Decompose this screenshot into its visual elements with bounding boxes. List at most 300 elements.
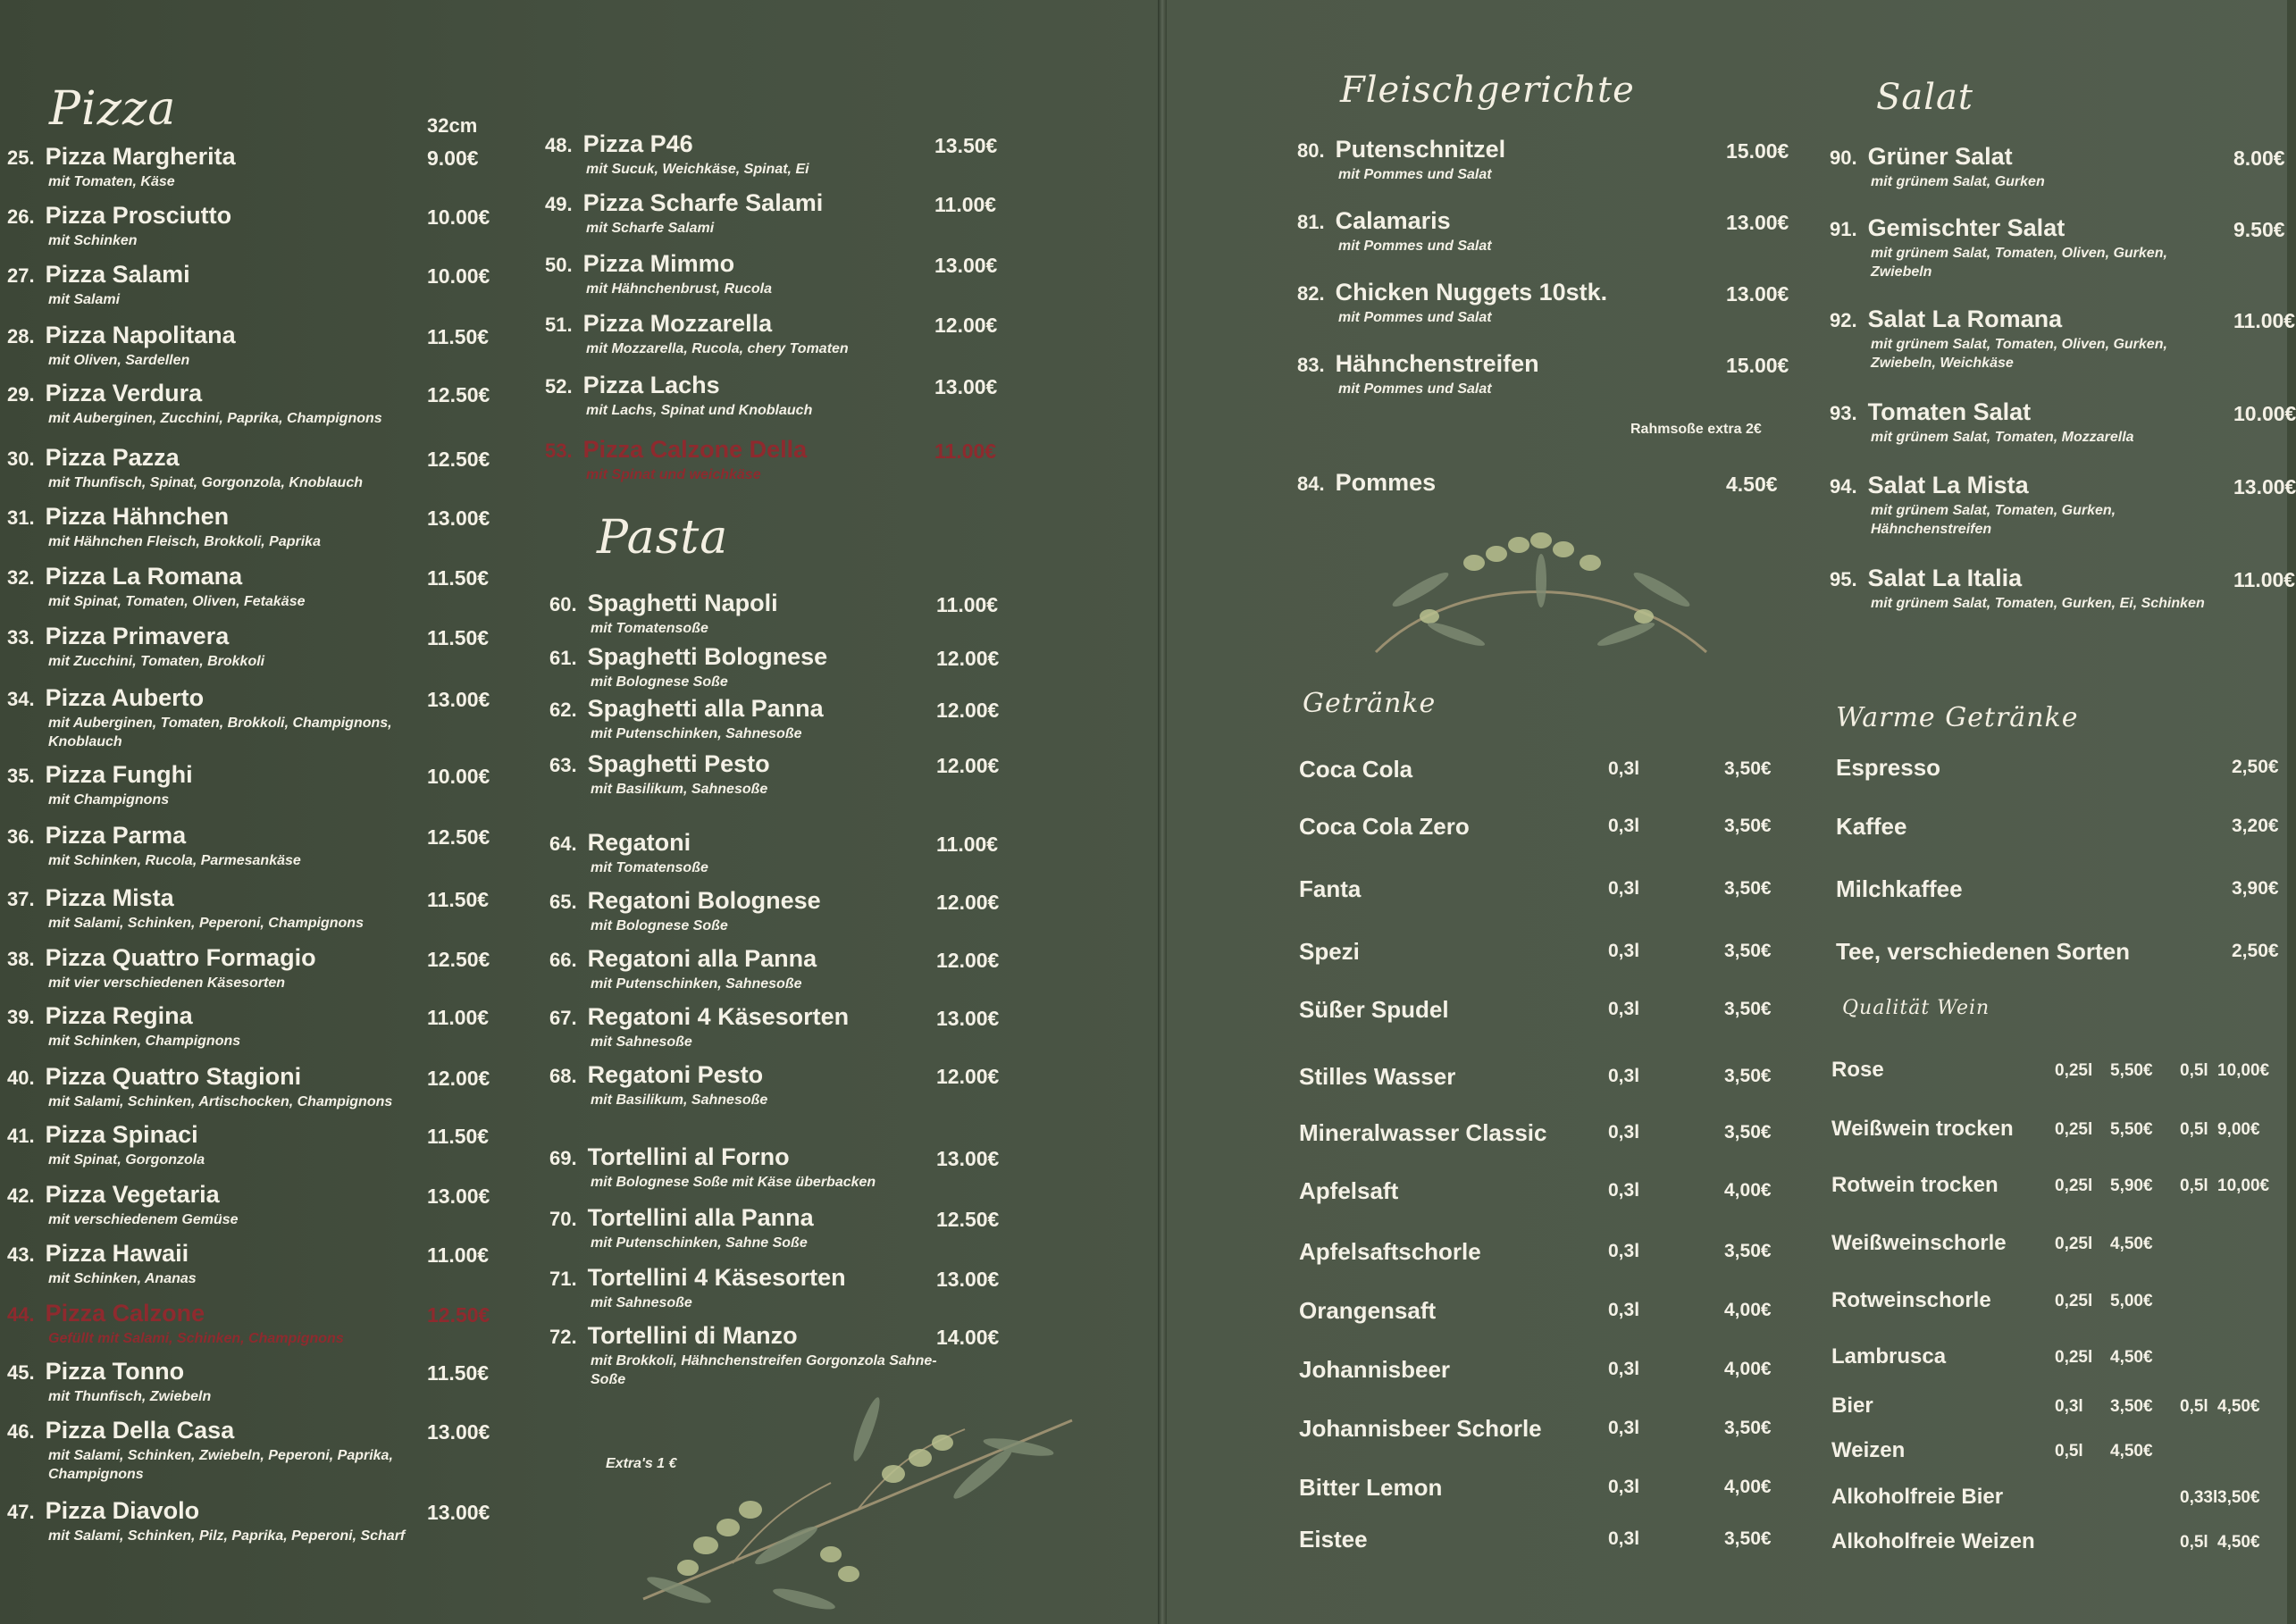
wein-item-name: Alkoholfreie Weizen — [1831, 1529, 2035, 1553]
wein-item-name: Weißweinschorle — [1831, 1231, 2007, 1255]
pizza2-item-description: mit Sucuk, Weichkäse, Spinat, Ei — [586, 162, 809, 177]
pizza2-item-number: 50. — [545, 254, 573, 276]
wein-item-price-1: 4,50€ — [2110, 1235, 2153, 1253]
pizza2-item-description: mit Hähnchenbrust, Rucola — [586, 281, 773, 297]
pasta-item — [549, 945, 817, 993]
pizza2-item-title: Pizza Mozzarella — [582, 310, 773, 337]
pizza-item-description: mit Thunfisch, Zwiebeln — [48, 1389, 212, 1404]
getraenke-item-volume: 0,3l — [1608, 816, 1640, 836]
pizza-item-price: 10.00€ — [427, 205, 490, 229]
wein-item-price-2: 3,50€ — [2217, 1488, 2260, 1507]
getraenke-item-price: 4,00€ — [1724, 1300, 1772, 1320]
rahmsosse-note: Rahmsoße extra 2€ — [1630, 422, 1762, 437]
pasta-item — [549, 1003, 849, 1051]
pizza-item-number: 29. — [7, 383, 35, 406]
salat-item-number: 94. — [1830, 475, 1857, 498]
pizza2-item — [545, 310, 849, 358]
pizza-item-price: 13.00€ — [427, 1420, 490, 1444]
pizza-item-name — [7, 761, 193, 789]
pizza-item-number: 31. — [7, 506, 35, 529]
getraenke-item-price: 3,50€ — [1724, 758, 1772, 779]
salat-item — [1830, 143, 2045, 191]
fleisch-item-title: Putenschnitzel — [1335, 136, 1506, 163]
pasta-item-name — [549, 1061, 767, 1089]
pizza-item-number: 41. — [7, 1125, 35, 1147]
getraenke-item-price: 4,00€ — [1724, 1180, 1772, 1201]
getraenke-item-volume: 0,3l — [1608, 878, 1640, 899]
pasta-item-name — [549, 1264, 846, 1292]
wein-item-volume-1: 0,25l — [2055, 1061, 2093, 1080]
pizza-item-name — [7, 1002, 240, 1030]
pasta-item — [549, 750, 770, 799]
pasta-item — [549, 695, 824, 743]
wein-item-price-1: 5,90€ — [2110, 1176, 2153, 1195]
salat-item — [1830, 472, 2210, 539]
pizza-item-name — [7, 202, 231, 230]
pizza-item-name — [7, 1240, 197, 1268]
pizza-item-description: Gefüllt mit Salami, Schinken, Champignons — [48, 1331, 344, 1346]
pasta-item-price: 12.00€ — [936, 699, 1000, 722]
salat-item-name — [1830, 398, 2134, 426]
pizza-item-title: Pizza Primavera — [45, 623, 230, 649]
pizza-item-title: Pizza Hähnchen — [45, 503, 230, 530]
pizza-item-name — [7, 1300, 344, 1327]
pasta-item-number: 70. — [549, 1208, 577, 1230]
pizza-item-description: mit Salami, Schinken, Pilz, Paprika, Peperoni, Scharf — [48, 1528, 406, 1544]
pizza-item-title: Pizza Verdura — [45, 380, 203, 406]
pizza-item-name — [7, 623, 264, 650]
pasta-item-description: mit Tomatensoße — [591, 621, 708, 636]
pasta-item-name — [549, 1003, 849, 1031]
pizza-item — [7, 202, 231, 250]
salat-item-price: 11.00€ — [2233, 568, 2296, 591]
pizza-item-title: Pizza Spinaci — [45, 1121, 198, 1148]
pizza-item-price: 13.00€ — [427, 506, 490, 530]
pizza-item-price: 9.00€ — [427, 146, 479, 170]
salat-item-name — [1830, 306, 2210, 333]
wein-item-name: Rotweinschorle — [1831, 1288, 1991, 1312]
pizza-item-number: 35. — [7, 765, 35, 787]
pasta-item-description: mit Sahnesoße — [591, 1295, 692, 1310]
salat-item-description: mit grünem Salat, Tomaten, Mozzarella — [1871, 430, 2134, 445]
pizza-item-number: 42. — [7, 1185, 35, 1207]
pasta-item-description: mit Putenschinken, Sahne Soße — [591, 1235, 808, 1251]
salat-item-title: Grüner Salat — [1867, 143, 2013, 170]
wein-item-name: Weizen — [1831, 1438, 1906, 1462]
warme-item-name: Kaffee — [1836, 813, 1907, 840]
pizza-item-price: 12.50€ — [427, 383, 490, 406]
pizza-item — [7, 563, 305, 611]
pizza-item-price: 11.50€ — [427, 888, 490, 911]
pizza2-item-name — [545, 372, 812, 399]
pizza-item-name — [7, 1121, 205, 1149]
pasta-item-price: 12.00€ — [936, 891, 1000, 914]
warme-item-price: 3,20€ — [2232, 816, 2279, 836]
pizza-item-description: mit Spinat, Tomaten, Oliven, Fetakäse — [48, 594, 306, 609]
getraenke-item-price: 4,00€ — [1724, 1477, 1772, 1497]
pasta-item-price: 11.00€ — [936, 593, 999, 616]
pizza-item-name — [7, 944, 316, 972]
fleisch-item-title: Calamaris — [1335, 207, 1451, 234]
pasta-item-number: 71. — [549, 1268, 577, 1290]
wein-item-name: Alkoholfreie Bier — [1831, 1485, 2004, 1509]
pizza-item-price: 13.00€ — [427, 1185, 490, 1208]
pizza-item-number: 39. — [7, 1006, 35, 1028]
pasta-item — [549, 829, 708, 877]
pizza-item-description: mit vier verschiedenen Käsesorten — [48, 975, 286, 991]
salat-item-description: mit grünem Salat, Tomaten, Oliven, Gurken, Zwiebeln — [1871, 246, 2167, 280]
pasta-item-number: 66. — [549, 949, 577, 971]
pizza-item-name — [7, 563, 305, 590]
warme-item-price: 3,90€ — [2232, 878, 2279, 899]
pizza2-item-title: Pizza Calzone Della — [582, 436, 808, 463]
getraenke-item-name: Stilles Wasser — [1299, 1063, 1456, 1090]
heading-qualitaet-wein: Qualität Wein — [1842, 997, 1990, 1019]
pizza-item-number: 37. — [7, 888, 35, 910]
pasta-item-title: Regatoni 4 Käsesorten — [587, 1003, 850, 1030]
wein-item-volume-1: 0,25l — [2055, 1120, 2093, 1139]
fleisch-item-name — [1297, 350, 1539, 378]
pasta-item-title: Regatoni alla Panna — [587, 945, 817, 972]
getraenke-item-name: Bitter Lemon — [1299, 1474, 1443, 1501]
wein-item-price-2: 9,00€ — [2217, 1120, 2260, 1139]
pizza-item — [7, 944, 316, 992]
pizza2-item-description: mit Lachs, Spinat und Knoblauch — [586, 403, 813, 418]
pasta-item-price: 13.00€ — [936, 1147, 1000, 1170]
salat-item-number: 93. — [1830, 402, 1857, 424]
fleisch-item-price: 15.00€ — [1726, 139, 1789, 163]
pizza2-item-description: mit Spinat und weichkäse — [586, 467, 761, 482]
heading-warme-getraenke: Warme Getränke — [1836, 702, 2079, 733]
pizza2-item-title: Pizza Scharfe Salami — [582, 189, 824, 216]
getraenke-item-price: 3,50€ — [1724, 1241, 1772, 1261]
pizza2-item-description: mit Scharfe Salami — [586, 221, 715, 236]
fleisch-item-description: mit Pommes und Salat — [1338, 381, 1492, 397]
pizza-item-description: mit Schinken, Champignons — [48, 1034, 241, 1049]
wein-item-name: Weißwein trocken — [1831, 1117, 2014, 1141]
pizza-item-price: 13.00€ — [427, 1501, 490, 1524]
pizza-item-description: mit Schinken, Rucola, Parmesankäse — [48, 853, 301, 868]
wein-item-volume-2: 0,5l — [2180, 1176, 2208, 1195]
fleisch-item-name — [1297, 279, 1607, 306]
heading-fleischgerichte: Fleischgerichte — [1340, 70, 1635, 111]
pizza-item-description: mit Auberginen, Zucchini, Paprika, Champignons — [48, 411, 382, 426]
fleisch-item-description: mit Pommes und Salat — [1338, 167, 1492, 182]
pizza-item-price: 13.00€ — [427, 688, 490, 711]
pasta-item — [549, 1204, 814, 1252]
pizza-item-description: mit Hähnchen Fleisch, Brokkoli, Paprika — [48, 534, 321, 549]
pasta-item — [549, 1264, 846, 1312]
pizza-item-number: 47. — [7, 1501, 35, 1523]
wein-item-volume-2: 0,33l — [2180, 1488, 2218, 1507]
salat-item-number: 91. — [1830, 218, 1857, 240]
pizza-item-name — [7, 1181, 239, 1209]
pizza-item — [7, 1063, 392, 1111]
getraenke-item-volume: 0,3l — [1608, 1418, 1640, 1438]
pizza-item-number: 26. — [7, 205, 35, 228]
pizza-item — [7, 684, 423, 751]
getraenke-item-name: Süßer Spudel — [1299, 996, 1449, 1023]
pizza-item-name — [7, 1358, 211, 1385]
fleisch-item-price: 13.00€ — [1726, 211, 1789, 234]
pizza-item — [7, 322, 236, 370]
getraenke-item-price: 3,50€ — [1724, 1122, 1772, 1143]
pasta-item-title: Spaghetti Bolognese — [587, 643, 828, 670]
pizza-item-description: mit Oliven, Sardellen — [48, 353, 190, 368]
getraenke-item-price: 3,50€ — [1724, 1066, 1772, 1086]
pasta-item — [549, 643, 827, 691]
pizza2-item-number: 49. — [545, 193, 573, 215]
getraenke-item-name: Spezi — [1299, 938, 1360, 965]
pasta-item-name — [549, 945, 817, 973]
pasta-item-title: Spaghetti alla Panna — [587, 695, 824, 722]
wein-item-price-1: 4,50€ — [2110, 1442, 2153, 1461]
wein-item-name: Bier — [1831, 1394, 1873, 1418]
pasta-item-title: Spaghetti Napoli — [587, 590, 778, 616]
pizza-item-name — [7, 322, 236, 349]
pasta-item-name — [549, 695, 824, 723]
warme-item-price: 2,50€ — [2232, 757, 2279, 777]
pasta-item-description: mit Bolognese Soße — [591, 918, 728, 933]
getraenke-item-name: Coca Cola — [1299, 756, 1413, 783]
pasta-item-title: Spaghetti Pesto — [587, 750, 770, 777]
fleisch-item-name — [1297, 469, 1436, 497]
pizza-item-number: 38. — [7, 948, 35, 970]
pizza-item — [7, 1300, 344, 1348]
pizza-item-description: mit Champignons — [48, 792, 170, 808]
pizza-item — [7, 1002, 240, 1051]
pizza-item-number: 28. — [7, 325, 35, 347]
pasta-item-number: 65. — [549, 891, 577, 913]
fleisch-item-name — [1297, 136, 1505, 163]
pizza-item-title: Pizza Funghi — [45, 761, 193, 788]
pasta-item-title: Tortellini di Manzo — [587, 1322, 798, 1349]
getraenke-item-name: Apfelsaft — [1299, 1177, 1399, 1204]
fleisch-item-price: 4.50€ — [1726, 473, 1778, 496]
wein-item-price-1: 5,00€ — [2110, 1292, 2153, 1310]
pizza-item-name — [7, 261, 190, 289]
pizza2-item — [545, 250, 772, 298]
wein-item-name: Lambrusca — [1831, 1344, 1947, 1369]
pasta-item-number: 62. — [549, 699, 577, 721]
wein-item-volume-1: 0,25l — [2055, 1176, 2093, 1195]
pizza-item-number: 44. — [7, 1303, 35, 1326]
fleisch-item-name — [1297, 207, 1492, 235]
heading-getraenke: Getränke — [1303, 688, 1437, 719]
pizza-item-title: Pizza Salami — [45, 261, 190, 288]
pizza2-item-name — [545, 189, 823, 217]
pizza-item-description: mit Tomaten, Käse — [48, 174, 175, 189]
getraenke-item-price: 3,50€ — [1724, 1418, 1772, 1438]
pizza-item — [7, 1121, 205, 1169]
warme-item-name: Espresso — [1836, 754, 1941, 781]
salat-item-title: Tomaten Salat — [1867, 398, 2032, 425]
pizza-item — [7, 623, 264, 671]
pasta-item-name — [549, 750, 770, 778]
getraenke-item-volume: 0,3l — [1608, 1359, 1640, 1379]
pizza2-item-price: 11.00€ — [934, 193, 997, 216]
pizza2-item-number: 53. — [545, 439, 573, 462]
getraenke-item-name: Coca Cola Zero — [1299, 813, 1470, 840]
pizza-item-title: Pizza Mista — [45, 884, 174, 911]
pizza-item-title: Pizza Quattro Stagioni — [45, 1063, 302, 1090]
pizza2-item-price: 13.00€ — [934, 375, 998, 398]
pizza-item — [7, 884, 364, 933]
pizza-item-price: 10.00€ — [427, 264, 490, 288]
pizza2-item-title: Pizza Lachs — [582, 372, 720, 398]
wein-item-volume-2: 0,5l — [2180, 1397, 2208, 1416]
pasta-item-title: Regatoni — [587, 829, 691, 856]
getraenke-item-name: Johannisbeer — [1299, 1356, 1451, 1383]
pasta-item-price: 12.00€ — [936, 949, 1000, 972]
pizza-item-title: Pizza Pazza — [45, 444, 180, 471]
pizza-item-name — [7, 1417, 423, 1444]
getraenke-item-volume: 0,3l — [1608, 941, 1640, 961]
wein-item-price-2: 4,50€ — [2217, 1397, 2260, 1416]
pizza-item-title: Pizza Calzone — [45, 1300, 205, 1327]
pasta-item — [549, 590, 778, 638]
wein-item-volume-2: 0,5l — [2180, 1120, 2208, 1139]
heading-pasta: Pasta — [597, 511, 729, 565]
pizza-item — [7, 444, 363, 492]
pizza-item-number: 25. — [7, 146, 35, 169]
pasta-item-title: Tortellini alla Panna — [587, 1204, 814, 1231]
pasta-item-number: 64. — [549, 833, 577, 855]
pizza-item-name — [7, 503, 321, 531]
getraenke-item-volume: 0,3l — [1608, 999, 1640, 1019]
pizza-item — [7, 1240, 197, 1288]
pizza-item-title: Pizza Margherita — [45, 143, 236, 170]
fleisch-item-description: mit Pommes und Salat — [1338, 310, 1492, 325]
wein-item-volume-1: 0,5l — [2055, 1442, 2083, 1461]
pizza-item-price: 11.00€ — [427, 1006, 490, 1029]
pizza-item — [7, 143, 236, 191]
wein-item-price-2: 10,00€ — [2217, 1176, 2270, 1195]
pizza-item-title: Pizza Auberto — [45, 684, 205, 711]
getraenke-item-volume: 0,3l — [1608, 1477, 1640, 1497]
fleisch-item-title: Pommes — [1335, 469, 1437, 496]
fleisch-item — [1297, 207, 1492, 255]
pasta-item-name — [549, 1204, 814, 1232]
pizza2-item-number: 48. — [545, 134, 573, 156]
pasta-item-number: 61. — [549, 647, 577, 669]
salat-item-description: mit grünem Salat, Tomaten, Gurken, Ei, Schinken — [1871, 596, 2205, 611]
pizza-item-title: Pizza Prosciutto — [45, 202, 232, 229]
salat-item-title: Salat La Romana — [1867, 306, 2063, 332]
wein-item-volume-2: 0,5l — [2180, 1533, 2208, 1552]
salat-item-price: 10.00€ — [2233, 402, 2296, 425]
salat-item-description: mit grünem Salat, Gurken — [1871, 174, 2045, 189]
getraenke-item-name: Orangensaft — [1299, 1297, 1437, 1324]
getraenke-item-volume: 0,3l — [1608, 1528, 1640, 1549]
pizza-item-number: 45. — [7, 1361, 35, 1384]
pizza-item-description: mit Zucchini, Tomaten, Brokkoli — [48, 654, 265, 669]
pizza-item-title: Pizza La Romana — [45, 563, 243, 590]
wein-item-name: Rotwein trocken — [1831, 1173, 1999, 1197]
pizza-item-description: mit Salami, Schinken, Peperoni, Champignons — [48, 916, 364, 931]
pizza-item-title: Pizza Diavolo — [45, 1497, 200, 1524]
pizza-item-title: Pizza Regina — [45, 1002, 193, 1029]
getraenke-item-volume: 0,3l — [1608, 758, 1640, 779]
pizza-item-price: 12.00€ — [427, 1067, 490, 1090]
pasta-item-description: mit Bolognese Soße mit Käse überbacken — [591, 1175, 876, 1190]
fleisch-item — [1297, 469, 1436, 497]
wein-item-price-1: 5,50€ — [2110, 1120, 2153, 1139]
pizza-item — [7, 761, 193, 809]
pizza2-item-name — [545, 310, 849, 338]
pizza-item-description: mit verschiedenem Gemüse — [48, 1212, 239, 1227]
fleisch-item-price: 15.00€ — [1726, 354, 1789, 377]
pasta-item-number: 60. — [549, 593, 577, 615]
pizza-item-price: 12.50€ — [427, 948, 490, 971]
getraenke-item-volume: 0,3l — [1608, 1300, 1640, 1320]
pizza-item — [7, 1181, 239, 1229]
pasta-item-title: Tortellini 4 Käsesorten — [587, 1264, 846, 1291]
pizza2-item-description: mit Mozzarella, Rucola, chery Tomaten — [586, 341, 849, 356]
pizza-item-price: 11.50€ — [427, 626, 490, 649]
pasta-item — [549, 887, 821, 935]
pasta-item-number: 67. — [549, 1007, 577, 1029]
salat-item-name — [1830, 565, 2205, 592]
salat-item — [1830, 214, 2210, 281]
pizza-item-description: mit Schinken — [48, 233, 138, 248]
pasta-item-name — [549, 829, 708, 857]
pizza2-item-title: Pizza P46 — [582, 130, 693, 157]
pizza-item-price: 12.50€ — [427, 1303, 490, 1327]
salat-item-name — [1830, 214, 2210, 242]
pizza-item — [7, 503, 321, 551]
pizza-item — [7, 1417, 423, 1484]
pizza-item-name — [7, 684, 423, 712]
pasta-item-description: mit Brokkoli, Hähnchenstreifen Gorgonzola Sahne-Soße — [591, 1353, 937, 1387]
pizza-item-description: mit Salami — [48, 292, 121, 307]
fleisch-item-number: 81. — [1297, 211, 1325, 233]
fleisch-item-number: 80. — [1297, 139, 1325, 162]
pizza-item-description: mit Salami, Schinken, Zwiebeln, Peperoni, Paprika, Champignons — [48, 1448, 393, 1482]
wein-item-volume-1: 0,25l — [2055, 1348, 2093, 1367]
wein-item-volume-2: 0,5l — [2180, 1061, 2208, 1080]
fleisch-item-price: 13.00€ — [1726, 282, 1789, 306]
menu-fold — [1158, 0, 1167, 1624]
pizza2-item — [545, 372, 812, 420]
pizza-item-title: Pizza Tonno — [45, 1358, 185, 1385]
pasta-item-price: 13.00€ — [936, 1007, 1000, 1030]
pasta-item-price: 11.00€ — [936, 833, 999, 856]
pizza2-item-price: 11.00€ — [934, 439, 997, 463]
pasta-item — [549, 1143, 876, 1192]
pizza-item-number: 40. — [7, 1067, 35, 1089]
pizza-item-name — [7, 822, 301, 850]
pizza-item-description: mit Auberginen, Tomaten, Brokkoli, Champignons, Knoblauch — [48, 716, 392, 749]
pasta-item-name — [549, 1143, 876, 1171]
pizza-item — [7, 261, 190, 309]
getraenke-item-name: Johannisbeer Schorle — [1299, 1415, 1542, 1442]
getraenke-item-price: 3,50€ — [1724, 816, 1772, 836]
olive-garland-icon — [1367, 518, 1715, 661]
heading-salat: Salat — [1876, 77, 1973, 118]
pizza-item-description: mit Schinken, Ananas — [48, 1271, 197, 1286]
pizza-item-description: mit Spinat, Gorgonzola — [48, 1152, 205, 1168]
getraenke-item-price: 3,50€ — [1724, 941, 1772, 961]
fleisch-item-title: Hähnchenstreifen — [1335, 350, 1539, 377]
pasta-item-price: 12.00€ — [936, 754, 1000, 777]
salat-item-price: 8.00€ — [2233, 146, 2285, 170]
salat-item-price: 11.00€ — [2233, 309, 2296, 332]
pizza-item-title: Pizza Della Casa — [45, 1417, 235, 1444]
pizza-item-description: mit Thunfisch, Spinat, Gorgonzola, Knoblauch — [48, 475, 363, 490]
pizza2-item-name — [545, 250, 772, 278]
fleisch-item — [1297, 279, 1607, 327]
